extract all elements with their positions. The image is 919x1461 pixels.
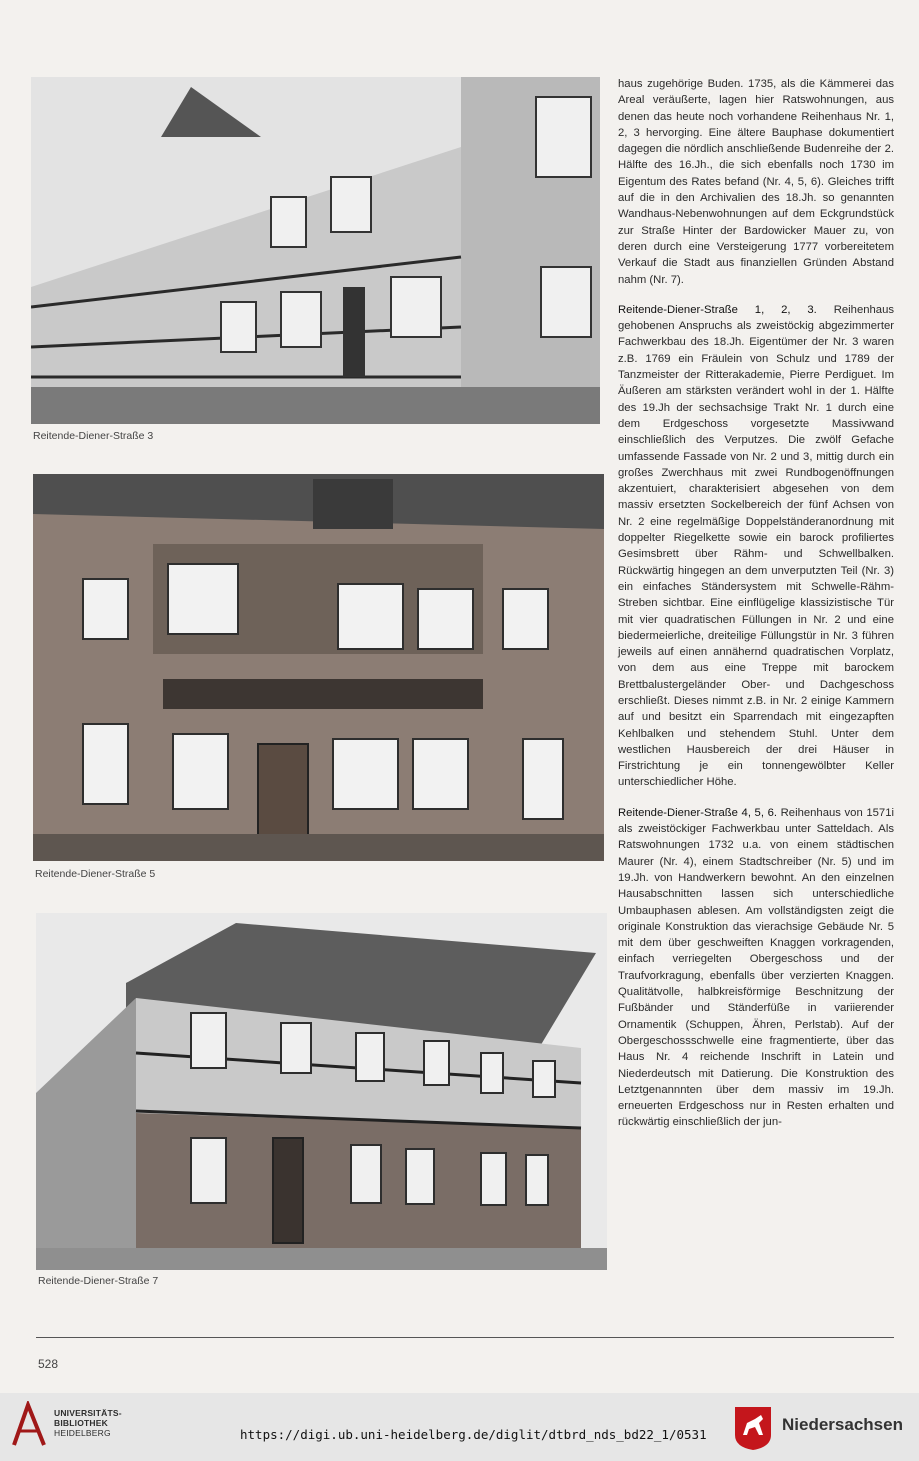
paragraph-heading: Reitende-Diener-Straße 1, 2, 3. [618, 303, 817, 316]
page-number: 528 [38, 1357, 59, 1371]
photo-reitende-diener-strasse-3 [31, 77, 600, 424]
body-text-column [618, 76, 894, 1131]
figure-caption: Reitende-Diener-Straße 7 [38, 1275, 159, 1287]
paragraph-body: Reihenhaus gehobenen Anspruchs als zweistöckig abgezimmerter Fachwerkbau des 18.Jh. Eigentümer der Nr. 3 waren z.B. 1769 ein Fräulein von Schulz und 1789 der Tanzmeister der Ritterakademie, Pierre Perdiguet. Im Äußeren am stärksten verändert wohl in der 1. Hälfte des 19.Jh der sechsachsige Trakt Nr. 1 durch eine dem Erdgeschoss vorgesetzte Massivwand einschließlich des Verputzes. Die zwölf Gefache umfassende Fassade von Nr. 2 und 3, mittig durch ein großes Zwerchhaus mit zwei Rundbogenöffnungen akzentuiert, charakterisiert abgesehen von dem massiv ersetzten Sockelbereich der fünf Achsen von Nr. 2 eine regelmäßige Doppelständeranordnung mit doppelter Riegelkette sowie ein barock profiliertes Gesimsbrett über Rähm- und Schwellbalken. Rückwärtig hingegen an dem unverputzten Teil (Nr. 3) ein einfaches Ständersystem mit Schwelle-Rähm-Streben sichtbar. Eine einflügelige klassizistische Tür mit vier quadratischen Füllungen in Nr. 2 und eine biedermeierliche, dreiteilige Füllungstür in Nr. 3 führen jeweils auf einen annähernd quadratischen Vorplatz, von dem aus eine Treppe mit barockem Brettbalustergeländer Ober- und Dachgeschoss erschließt. Dieses nimmt z.B. in Nr. 2 einige Kammern auf und besitzt ein Sparrendach mit eingezapften Kehlbalken und stehendem Stuhl. Unter dem westlichen Hausbereich der drei Häuser in Firstrichtung je ein tonnengewölbter Keller unterschiedlicher Höhe. [618, 303, 895, 789]
paragraph [618, 302, 894, 791]
footer-bar [0, 1393, 919, 1461]
paragraph-heading: Reitende-Diener-Straße 4, 5, 6. [618, 806, 778, 819]
institution-name: UNIVERSITÄTS- BIBLIOTHEK HEIDELBERG [54, 1408, 122, 1438]
paragraph-body: Reihenhaus von 1571i als zweistöckiger Fachwerkbau unter Satteldach. Als Ratswohnungen 1732 u.a. von einem städtischen Maurer (Nr. 4), einem Stadtschreiber (Nr. 5) und im 19.Jh. von Handwerkern bewohnt. An den einzelnen Hausabschnitten lassen sich unterschiedliche Umbauphasen ablesen. Am vollständigsten zeigt die originale Konstruktion das vierachsige Gebäude Nr. 5 mit dem über geschweiften Knaggen vorkragenden, einfach verriegelten Obergeschoss und der Traufvorkragung, ebenfalls über verzierten Knaggen. Qualitätvolle, halbkreisförmige Beschnitzung der Fußbänder und Ständerfüße in variierender Ornamentik (Schuppen, Ähren, Perlstab). Auf der Obergeschossschwelle eine fragmentierte, über das Haus Nr. 4 reichende Inschrift in Latein und Niederdeutsch mit Datierung. Die Konstruktion des Letztgenannnten über dem massiv im 19.Jh. erneuerten Erdgeschoss nur in Resten erhalten und rückwärtig einschließlich der jun- [618, 806, 894, 1129]
paragraph: haus zugehörige Buden. 1735, als die Kämmerei das Areal veräußerte, lagen hier Ratswohnungen, aus denen das heute noch vorhandene Reihenhaus Nr. 1, 2, 3 hervorging. Eine ältere Bauphase dokumentiert dagegen die nördlich anschließende Budenreihe der 2. Hälfte des 16.Jh., die sich ebenfalls noch 1730 im Eigentum des Rates befand (Nr. 4, 5, 6). Gleiches trifft auf die in den Archivalien des 18.Jh. so genannten Wandhaus-Nebenwohnungen auf dem Eckgrundstück zur Straße Hinter der Bardowicker Mauer zu, von deren durch eine Versteigerung 1777 vorbereitetem Verkauf die Stadt aus finanziellen Gründen Abstand nahm (Nr. 7). [618, 78, 894, 286]
university-library-logo-icon [8, 1401, 50, 1449]
paragraph [618, 805, 894, 1131]
footer-rule [36, 1337, 894, 1338]
page-url[interactable]: https://digi.ub.uni-heidelberg.de/diglit/dtbrd_nds_bd22_1/0531 [240, 1427, 707, 1442]
figure-caption: Reitende-Diener-Straße 3 [33, 430, 154, 442]
photo-reitende-diener-strasse-7 [36, 913, 607, 1270]
niedersachsen-horse-logo-icon [733, 1405, 773, 1451]
partner-name: Niedersachsen [782, 1415, 903, 1434]
photo-reitende-diener-strasse-5 [33, 474, 604, 861]
figure-caption: Reitende-Diener-Straße 5 [35, 868, 156, 880]
